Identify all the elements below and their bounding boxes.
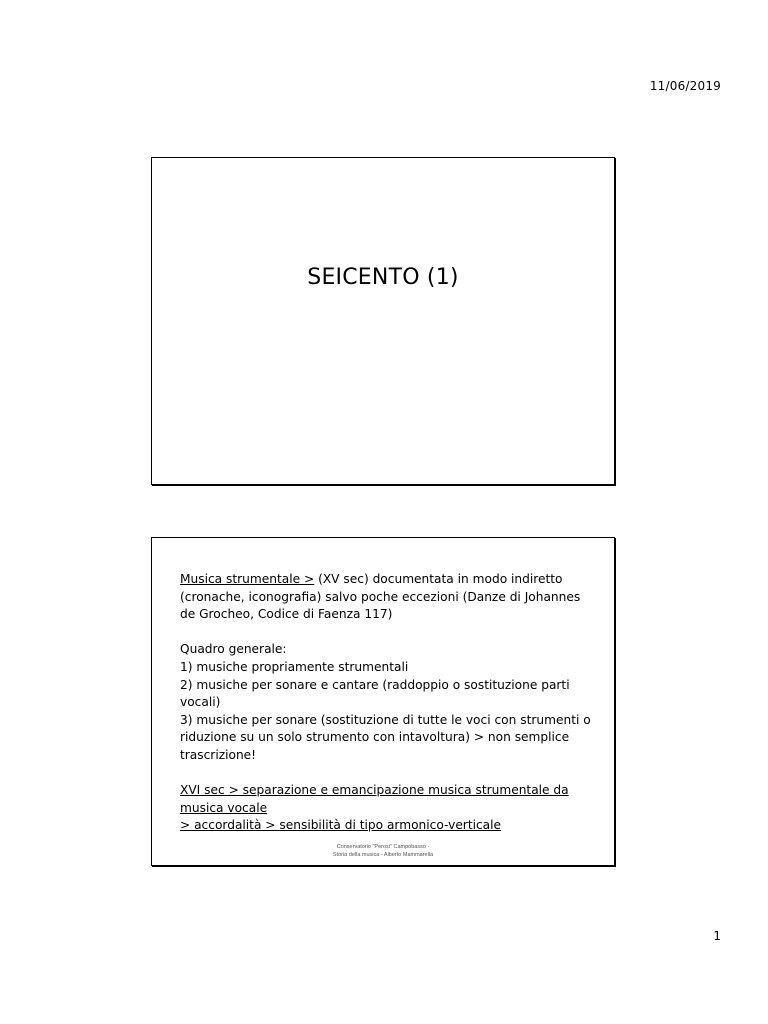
overview-heading: Quadro generale: xyxy=(180,642,287,657)
spacer xyxy=(180,624,592,642)
page-number: 1 xyxy=(713,929,721,943)
intro-term: Musica strumentale xyxy=(180,572,304,586)
footer-line: Conservatorio "Perosi" Campobasso - xyxy=(336,844,430,850)
slide-content-card xyxy=(151,537,615,866)
list-item: 1) musiche propriamente strumentali xyxy=(180,659,409,674)
intro-arrow: > xyxy=(303,572,315,586)
slide-body xyxy=(180,571,592,835)
slide-title: SEICENTO (1) xyxy=(307,265,459,290)
conclusion-line-2: > accordalità > sensibilità di tipo armonico-verticale xyxy=(180,818,502,833)
slide-title-card xyxy=(151,157,615,485)
list-item: 2) musiche per sonare e cantare (raddoppio o sostituzione parti vocali) xyxy=(180,677,570,710)
intro-paragraph xyxy=(180,571,592,624)
list-item: 3) musiche per sonare (sostituzione di tutte le voci con strumenti o riduzione su un solo strumento con intavoltura) > non semplice trascrizione! xyxy=(180,712,591,762)
slide-footer xyxy=(152,844,614,859)
page-date: 11/06/2019 xyxy=(649,79,721,93)
intro-text: (XV sec) documentata in modo indiretto (cronache, iconografia) salvo poche eccezioni (Danze di Johannes de Grocheo, Codice di Faenza 117) xyxy=(180,572,581,622)
conclusion-line-1: XVI sec > separazione e emancipazione musica strumentale da musica vocale xyxy=(180,783,569,815)
spacer xyxy=(180,765,592,783)
footer-line: Storia della musica - Alberto Mammarella xyxy=(332,851,434,858)
